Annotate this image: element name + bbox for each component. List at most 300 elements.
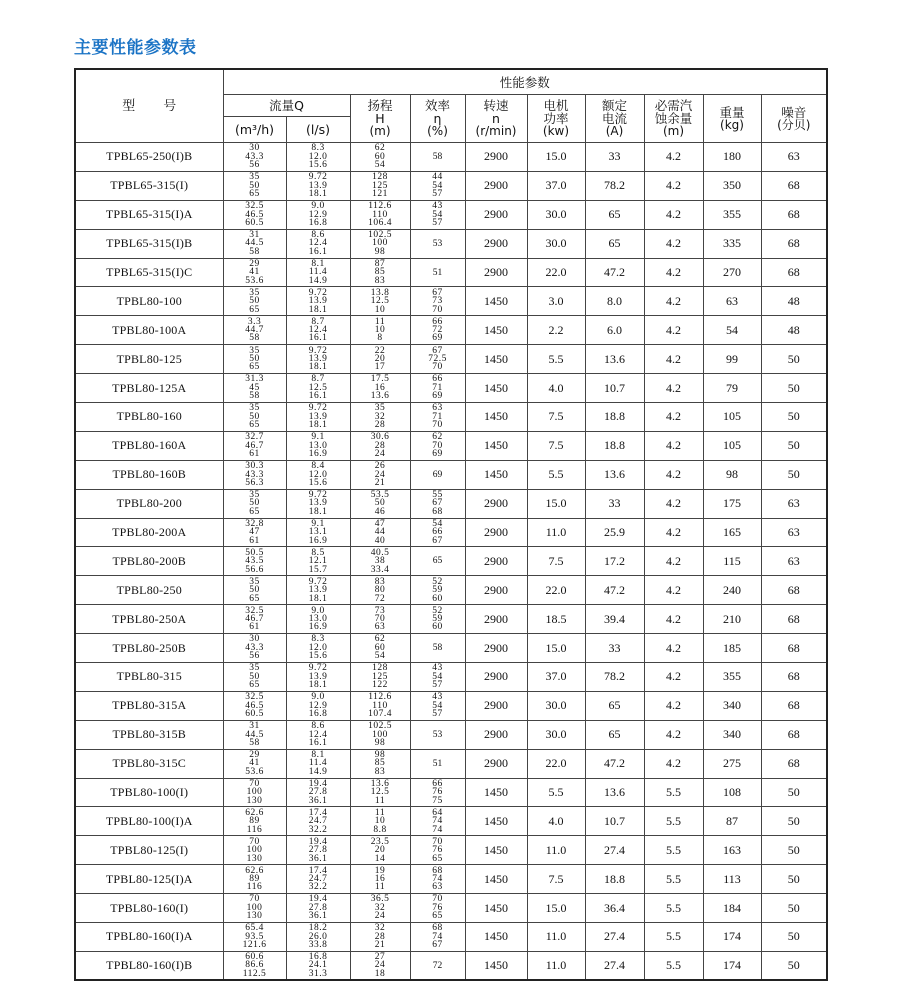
flow-ls-cell-value: 9.72: [308, 490, 328, 501]
table-row: [75, 576, 827, 605]
weight-cell: 108: [703, 778, 761, 807]
current-cell: 8.0: [585, 287, 644, 316]
current-cell: 13.6: [585, 345, 644, 374]
power-cell: 15.0: [527, 489, 585, 518]
noise-cell: 68: [761, 171, 827, 200]
head-cell-value: 44: [374, 527, 386, 538]
noise-cell: 48: [761, 316, 827, 345]
head-cell: [350, 634, 410, 663]
flow-m3h-cell: [223, 576, 286, 605]
npsh-cell: 4.2: [644, 171, 703, 200]
speed-cell: 2900: [465, 200, 527, 229]
npsh-cell: 4.2: [644, 576, 703, 605]
table-row: [75, 663, 827, 692]
table-row: [75, 403, 827, 432]
efficiency-cell: [410, 200, 465, 229]
current-cell: 18.8: [585, 865, 644, 894]
head-cell-value: 24: [374, 960, 386, 971]
current-cell: 6.0: [585, 316, 644, 345]
power-cell: 4.0: [527, 374, 585, 403]
flow-m3h-cell-value: 43.3: [245, 469, 264, 480]
efficiency-cell-value: 66: [432, 374, 443, 385]
efficiency-cell-value: 60: [432, 622, 443, 633]
flow-ls-cell-value: 13.9: [308, 411, 328, 422]
power-cell: 5.5: [527, 460, 585, 489]
flow-m3h-cell: [223, 634, 286, 663]
head-cell-value: 32: [374, 923, 386, 934]
head-cell-value: 128: [372, 172, 388, 183]
efficiency-cell: 58: [410, 143, 465, 172]
head-header: [350, 95, 410, 143]
flow-ls-cell-value: 36.1: [308, 911, 328, 922]
head-cell-value: 24: [374, 449, 386, 460]
head-cell: [350, 778, 410, 807]
flow-m3h-cell: [223, 374, 286, 403]
head-cell-value: 27: [374, 952, 386, 963]
efficiency-cell: [410, 345, 465, 374]
flow-m3h-cell-value: 100: [246, 902, 263, 913]
weight-cell: 275: [703, 749, 761, 778]
table-body: [75, 143, 827, 981]
efficiency-cell: [410, 489, 465, 518]
header-line: 转速: [483, 98, 509, 113]
flow-ls-cell-value: 9.0: [311, 605, 325, 616]
flow-ls-cell: [286, 836, 350, 865]
power-cell: 3.0: [527, 287, 585, 316]
head-cell-value: 85: [374, 758, 386, 769]
flow-ls-cell-value: 13.9: [308, 353, 328, 364]
npsh-cell: 4.2: [644, 143, 703, 172]
flow-ls-cell-value: 9.0: [311, 692, 325, 703]
flow-ls-cell: [286, 778, 350, 807]
weight-cell: 165: [703, 518, 761, 547]
table-row: [75, 807, 827, 836]
head-cell-value: 23.5: [370, 836, 390, 847]
power-cell: 15.0: [527, 143, 585, 172]
flow-m3h-cell: [223, 200, 286, 229]
flow-m3h-cell-value: 65: [249, 420, 260, 431]
head-cell-value: 33.4: [370, 564, 390, 575]
npsh-cell: 4.2: [644, 229, 703, 258]
npsh-cell: 4.2: [644, 691, 703, 720]
speed-cell: 2900: [465, 576, 527, 605]
efficiency-cell-value: 63: [432, 403, 443, 414]
speed-cell: 1450: [465, 951, 527, 980]
efficiency-cell-value: 59: [432, 613, 443, 624]
noise-cell: 50: [761, 836, 827, 865]
current-cell: 18.8: [585, 403, 644, 432]
efficiency-cell: 51: [410, 258, 465, 287]
efficiency-cell-value: 65: [432, 911, 443, 922]
head-cell-value: 10: [374, 304, 386, 315]
flow-ls-cell-value: 27.8: [308, 845, 328, 856]
flow-ls-cell-value: 18.1: [308, 189, 328, 200]
efficiency-cell-value: 52: [432, 576, 443, 587]
table-row: [75, 836, 827, 865]
flow-m3h-cell-value: 60.6: [245, 952, 264, 963]
model-cell: TPBL80-160(I)A: [75, 923, 223, 952]
weight-cell: 79: [703, 374, 761, 403]
model-cell: TPBL80-160A: [75, 431, 223, 460]
flow-ls-cell: [286, 923, 350, 952]
flow-ls-cell: [286, 605, 350, 634]
efficiency-cell: [410, 605, 465, 634]
flow-m3h-cell-value: 43.3: [245, 151, 264, 162]
head-cell-value: 35: [374, 403, 386, 414]
header-line: 噪音: [781, 104, 807, 120]
flow-ls-cell: [286, 865, 350, 894]
table-row: [75, 865, 827, 894]
flow-m3h-cell: [223, 865, 286, 894]
efficiency-cell-value: 54: [432, 671, 443, 682]
head-cell-value: 125: [372, 671, 388, 682]
efficiency-cell-value: 67: [432, 498, 443, 509]
table-row: [75, 345, 827, 374]
head-cell-value: 13.6: [370, 778, 390, 789]
head-cell-value: 98: [374, 246, 386, 257]
efficiency-cell-value: 70: [432, 362, 443, 373]
model-cell: TPBL80-200A: [75, 518, 223, 547]
efficiency-cell-value: 57: [432, 217, 443, 228]
head-cell-value: 110: [372, 700, 388, 711]
efficiency-cell-value: 43: [432, 663, 443, 674]
current-cell: 10.7: [585, 374, 644, 403]
flow-unit-ls: (l/s): [286, 117, 350, 143]
current-cell: 27.4: [585, 923, 644, 952]
flow-m3h-cell: [223, 923, 286, 952]
efficiency-cell-value: 68: [432, 923, 443, 934]
flow-ls-cell-value: 15.6: [308, 160, 328, 171]
flow-ls-cell-value: 32.2: [308, 824, 328, 835]
model-cell: TPBL80-315: [75, 663, 223, 692]
power-cell: 15.0: [527, 634, 585, 663]
head-cell-value: 128: [372, 663, 388, 674]
flow-ls-cell: [286, 200, 350, 229]
head-cell-value: 70: [374, 613, 386, 624]
speed-cell: 1450: [465, 460, 527, 489]
head-cell-value: 12.5: [370, 787, 390, 798]
speed-cell: 1450: [465, 778, 527, 807]
npsh-cell: 4.2: [644, 547, 703, 576]
noise-cell: 63: [761, 518, 827, 547]
head-cell-value: 122: [372, 680, 388, 691]
model-cell: TPBL65-250(I)B: [75, 143, 223, 172]
flow-ls-cell-value: 19.4: [308, 778, 328, 789]
noise-cell: 50: [761, 345, 827, 374]
head-cell-value: 11: [374, 882, 386, 893]
flow-ls-cell-value: 18.1: [308, 362, 328, 373]
flow-ls-cell-value: 9.72: [308, 172, 328, 183]
efficiency-cell-value: 67: [432, 940, 443, 951]
efficiency-cell-value: 73: [432, 296, 443, 307]
header-line: 蚀余量: [654, 111, 693, 126]
flow-m3h-cell-value: 46.7: [245, 440, 264, 451]
weight-cell: 115: [703, 547, 761, 576]
flow-ls-cell: [286, 807, 350, 836]
efficiency-cell-value: 57: [432, 680, 443, 691]
npsh-cell: 5.5: [644, 807, 703, 836]
current-cell: 25.9: [585, 518, 644, 547]
head-cell-value: 40.5: [370, 547, 390, 558]
weight-cell: 174: [703, 951, 761, 980]
npsh-cell: 5.5: [644, 865, 703, 894]
current-header: [585, 95, 644, 143]
flow-ls-cell-value: 12.4: [308, 238, 328, 249]
flow-m3h-cell-value: 58: [249, 737, 260, 748]
model-cell: TPBL65-315(I)A: [75, 200, 223, 229]
flow-ls-cell-value: 33.8: [308, 940, 328, 951]
flow-ls-cell: [286, 460, 350, 489]
weight-cell: 163: [703, 836, 761, 865]
flow-m3h-cell-value: 89: [249, 874, 260, 884]
efficiency-cell: [410, 894, 465, 923]
noise-cell: 63: [761, 489, 827, 518]
efficiency-cell-value: 62: [432, 432, 443, 443]
model-cell: TPBL80-315B: [75, 720, 223, 749]
efficiency-cell: 65: [410, 547, 465, 576]
flow-ls-cell-value: 12.4: [308, 325, 328, 336]
head-cell-value: 80: [374, 585, 386, 596]
noise-cell: 68: [761, 720, 827, 749]
head-cell-value: 98: [374, 737, 386, 748]
efficiency-cell: 58: [410, 634, 465, 663]
head-cell: [350, 518, 410, 547]
current-cell: 78.2: [585, 663, 644, 692]
header-line: 必需汽: [654, 98, 693, 113]
flow-ls-cell-value: 27.8: [308, 902, 328, 913]
efficiency-cell: [410, 403, 465, 432]
head-cell: [350, 287, 410, 316]
efficiency-cell: [410, 518, 465, 547]
efficiency-cell: [410, 923, 465, 952]
speed-cell: 1450: [465, 374, 527, 403]
head-cell-value: 32: [374, 902, 386, 913]
noise-cell: 50: [761, 460, 827, 489]
weight-cell: 185: [703, 634, 761, 663]
flow-m3h-cell-value: 70: [249, 778, 260, 789]
flow-m3h-cell-value: 130: [246, 853, 263, 864]
header-line: (m): [369, 124, 391, 138]
flow-ls-cell-value: 16.1: [308, 391, 328, 402]
flow-m3h-cell-value: 60.5: [245, 217, 264, 228]
flow-ls-cell-value: 17.4: [308, 865, 328, 876]
header-line: 重量: [719, 104, 745, 120]
weight-cell: 184: [703, 894, 761, 923]
efficiency-cell-value: 69: [432, 333, 443, 344]
flow-ls-cell: [286, 143, 350, 172]
flow-ls-cell-value: 8.1: [311, 750, 325, 761]
table-row: [75, 489, 827, 518]
flow-ls-cell-value: 8.4: [311, 461, 325, 472]
flow-ls-cell: [286, 749, 350, 778]
noise-cell: 50: [761, 951, 827, 980]
head-cell-value: 87: [374, 258, 386, 269]
efficiency-cell-value: 54: [432, 518, 443, 529]
table-row: [75, 316, 827, 345]
head-cell: [350, 720, 410, 749]
current-cell: 18.8: [585, 431, 644, 460]
table-row: [75, 720, 827, 749]
flow-m3h-cell: [223, 171, 286, 200]
flow-m3h-cell-value: 50: [249, 671, 260, 682]
head-cell: [350, 951, 410, 980]
flow-ls-cell-value: 8.7: [311, 374, 325, 385]
flow-m3h-cell-value: 31: [249, 230, 260, 240]
npsh-cell: 4.2: [644, 489, 703, 518]
model-cell: TPBL80-100A: [75, 316, 223, 345]
flow-m3h-cell-value: 50: [249, 585, 260, 596]
npsh-cell: 4.2: [644, 374, 703, 403]
weight-cell: 335: [703, 229, 761, 258]
model-cell: TPBL80-100(I): [75, 778, 223, 807]
efficiency-cell-value: 66: [432, 527, 443, 538]
flow-m3h-cell-value: 56.6: [245, 564, 264, 575]
efficiency-header: [410, 95, 465, 143]
flow-ls-cell-value: 13.9: [308, 296, 328, 307]
flow-ls-cell-value: 12.0: [308, 642, 328, 653]
head-cell-value: 98: [374, 750, 386, 761]
efficiency-cell: [410, 778, 465, 807]
flow-ls-cell-value: 8.5: [311, 547, 325, 558]
current-cell: 17.2: [585, 547, 644, 576]
noise-cell: 63: [761, 547, 827, 576]
flow-m3h-cell: [223, 836, 286, 865]
flow-ls-cell-value: 16.8: [308, 709, 328, 720]
flow-m3h-cell-value: 50: [249, 296, 260, 307]
table-row: [75, 894, 827, 923]
flow-m3h-cell: [223, 143, 286, 172]
speed-cell: 1450: [465, 345, 527, 374]
flow-ls-cell-value: 13.9: [308, 180, 328, 191]
current-cell: 47.2: [585, 749, 644, 778]
flow-m3h-cell-value: 58: [249, 391, 260, 402]
table-row: [75, 634, 827, 663]
efficiency-cell: 72: [410, 951, 465, 980]
flow-ls-cell: [286, 316, 350, 345]
flow-ls-cell: [286, 287, 350, 316]
flow-ls-cell-value: 13.0: [308, 440, 328, 451]
power-cell: 22.0: [527, 576, 585, 605]
flow-m3h-cell: [223, 229, 286, 258]
weight-cell: 99: [703, 345, 761, 374]
head-cell-value: 121: [372, 189, 388, 200]
head-cell-value: 83: [374, 275, 386, 286]
current-cell: 65: [585, 200, 644, 229]
flow-ls-cell: [286, 374, 350, 403]
flow-ls-cell-value: 18.1: [308, 593, 328, 604]
flow-ls-cell-value: 15.6: [308, 477, 328, 488]
power-cell: 37.0: [527, 663, 585, 692]
weight-cell: 355: [703, 200, 761, 229]
flow-ls-cell-value: 12.5: [308, 382, 328, 393]
head-cell: [350, 229, 410, 258]
power-cell: 18.5: [527, 605, 585, 634]
efficiency-cell: 51: [410, 749, 465, 778]
flow-m3h-cell: [223, 460, 286, 489]
model-cell: TPBL80-250A: [75, 605, 223, 634]
model-cell: TPBL65-315(I)B: [75, 229, 223, 258]
current-cell: 47.2: [585, 576, 644, 605]
current-cell: 78.2: [585, 171, 644, 200]
head-cell: [350, 460, 410, 489]
model-cell: TPBL80-125(I): [75, 836, 223, 865]
npsh-cell: 4.2: [644, 460, 703, 489]
npsh-cell: 5.5: [644, 894, 703, 923]
flow-ls-cell-value: 18.1: [308, 506, 328, 517]
flow-m3h-cell-value: 50: [249, 180, 260, 191]
flow-ls-cell-value: 16.8: [308, 952, 328, 963]
efficiency-cell-value: 68: [432, 506, 443, 517]
model-cell: TPBL80-200: [75, 489, 223, 518]
noise-cell: 68: [761, 749, 827, 778]
flow-m3h-cell-value: 32.7: [245, 432, 264, 443]
weight-cell: 105: [703, 403, 761, 432]
flow-m3h-cell-value: 70: [249, 836, 260, 847]
head-cell: [350, 663, 410, 692]
head-cell-value: 10: [374, 325, 386, 336]
head-cell-value: 19: [374, 865, 386, 876]
head-cell: [350, 865, 410, 894]
head-cell-value: 11: [374, 795, 386, 806]
flow-m3h-cell-value: 29: [249, 750, 260, 761]
speed-cell: 2900: [465, 143, 527, 172]
efficiency-cell-value: 67: [432, 535, 443, 546]
header-line: 电流: [601, 111, 627, 126]
head-cell-value: 16: [374, 382, 386, 393]
head-cell-value: 28: [374, 931, 386, 942]
speed-cell: 1450: [465, 316, 527, 345]
model-cell: TPBL80-160B: [75, 460, 223, 489]
head-cell-value: 83: [374, 576, 386, 587]
efficiency-cell: [410, 171, 465, 200]
flow-m3h-cell-value: 35: [249, 403, 260, 414]
speed-header: [465, 95, 527, 143]
efficiency-cell-value: 70: [432, 894, 443, 905]
noise-cell: 50: [761, 778, 827, 807]
efficiency-cell: [410, 691, 465, 720]
efficiency-cell: 69: [410, 460, 465, 489]
flow-m3h-cell-value: 47: [249, 527, 260, 538]
head-cell-value: 72: [374, 593, 386, 604]
weight-cell: 340: [703, 720, 761, 749]
header-line: n: [492, 111, 500, 126]
noise-cell: 68: [761, 663, 827, 692]
efficiency-cell-value: 70: [432, 420, 443, 431]
flow-m3h-cell: [223, 691, 286, 720]
head-cell: [350, 258, 410, 287]
flow-m3h-cell-value: 35: [249, 663, 260, 674]
weight-cell: 240: [703, 576, 761, 605]
flow-m3h-cell-value: 100: [246, 787, 263, 798]
npsh-cell: 4.2: [644, 431, 703, 460]
head-cell-value: 13.6: [370, 391, 390, 402]
speed-cell: 1450: [465, 431, 527, 460]
head-cell: [350, 200, 410, 229]
flow-m3h-cell: [223, 403, 286, 432]
flow-ls-cell-value: 18.1: [308, 304, 328, 315]
head-cell: [350, 749, 410, 778]
model-cell: TPBL80-125: [75, 345, 223, 374]
npsh-cell: 4.2: [644, 720, 703, 749]
flow-m3h-cell: [223, 431, 286, 460]
flow-ls-cell-value: 36.1: [308, 795, 328, 806]
flow-m3h-cell-value: 53.6: [245, 275, 264, 286]
flow-ls-cell-value: 11.4: [308, 267, 328, 278]
noise-cell: 63: [761, 143, 827, 172]
header-line: H: [375, 111, 385, 126]
flow-ls-cell-value: 31.3: [308, 968, 328, 979]
efficiency-cell-value: 69: [432, 391, 443, 402]
